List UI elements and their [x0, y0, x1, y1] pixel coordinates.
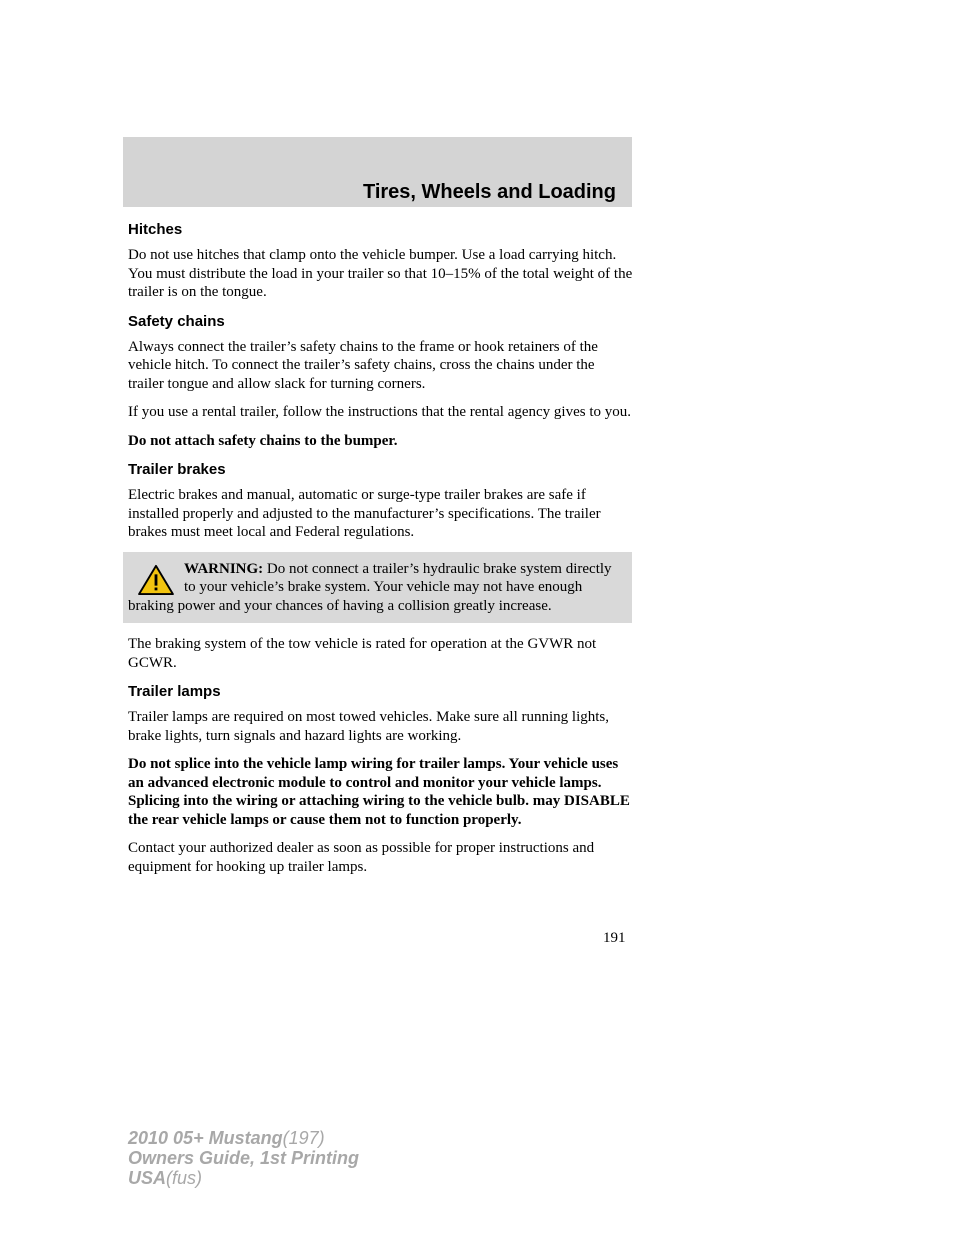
footer-line-2: Owners Guide, 1st Printing [128, 1148, 360, 1168]
hitches-heading: Hitches [128, 221, 183, 238]
trailer-brakes-paragraph-2: The braking system of the tow vehicle is rated for operation at the GVWR not GCWR. [128, 636, 597, 671]
page-content [128, 220, 633, 886]
safety-chains-paragraph-1: Always connect the trailer’s safety chains to the frame or hook retainers of the vehicle hitch. To connect the trailer’s safety chains, cross the chains under the trailer tongue and allow slack for turning corners. [128, 338, 598, 392]
warning-label: WARNING: [184, 560, 264, 577]
footer-market-code: (fus) [166, 1168, 203, 1188]
trailer-lamps-paragraph-1: Trailer lamps are required on most towed vehicles. Make sure all running lights, brake lights, turn signals and hazard lights are working. [128, 709, 610, 744]
trailer-lamps-heading: Trailer lamps [128, 683, 221, 700]
safety-chains-heading: Safety chains [128, 312, 225, 330]
trailer-brakes-heading: Trailer brakes [128, 461, 226, 478]
footer [128, 1128, 359, 1188]
trailer-lamps-paragraph-3: Contact your authorized dealer as soon as possible for proper instructions and equipment for hooking up trailer lamps. [128, 840, 595, 875]
warning-box [123, 552, 632, 624]
header-band [123, 137, 632, 207]
safety-chains-caution: Do not attach safety chains to the bumper. [128, 432, 398, 449]
trailer-lamps-caution: Do not splice into the vehicle lamp wiring for trailer lamps. Your vehicle uses an advanced electronic module to control and monitor your vehicle lamps. Splicing into the wiring or attaching wiring to the vehicle bulb. may DISABLE the rear vehicle lamps or cause them not to function properly. [128, 756, 630, 828]
page-number: 191 [603, 930, 626, 946]
footer-model-code: (197) [282, 1128, 325, 1148]
safety-chains-paragraph-2: If you use a rental trailer, follow the instructions that the rental agency gives to you. [128, 404, 631, 420]
footer-line-1 [128, 1128, 359, 1148]
footer-model: 2010 05+ Mustang [128, 1128, 283, 1148]
trailer-brakes-paragraph-1: Electric brakes and manual, automatic or surge-type trailer brakes are safe if installed properly and adjusted to the manufacturer’s specifications. The trailer brakes must meet local and Federal regulations. [128, 487, 601, 540]
footer-market: USA [128, 1168, 167, 1188]
warning-text: Do not connect a trailer’s hydraulic brake system directly to your vehicle’s brake system. Your vehicle may not have enough braking power and your chances of having a collision greatly increase. [128, 560, 612, 614]
warning-triangle-icon [136, 564, 176, 596]
section-title: Tires, Wheels and Loading [362, 181, 616, 203]
footer-line-3 [128, 1168, 359, 1188]
hitches-paragraph: Do not use hitches that clamp onto the vehicle bumper. Use a load carrying hitch. You must distribute the load in your trailer so that 10–15% of the total weight of the trailer is on the tongue. [128, 247, 633, 300]
